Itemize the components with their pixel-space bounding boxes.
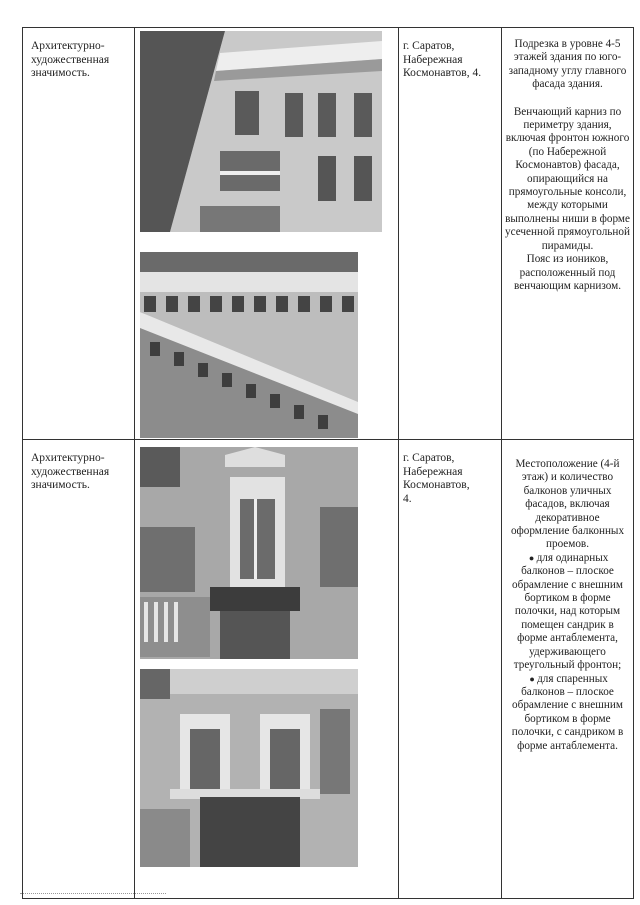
category-cell xyxy=(23,440,135,899)
footer-divider xyxy=(20,893,166,894)
category-cell xyxy=(23,28,135,440)
photo-single-balcony xyxy=(140,447,358,659)
photo-cornice xyxy=(140,252,358,438)
photo-cell xyxy=(135,28,399,440)
description-paragraph: Подрезка в уровне 4-5 этажей здания по юго-западному углу главного фасада здания. xyxy=(508,38,627,91)
address-cell xyxy=(399,440,502,899)
table-row xyxy=(23,28,634,440)
description-paragraph xyxy=(505,673,630,753)
description-block xyxy=(502,28,633,293)
description-cell xyxy=(502,440,634,899)
address-text: г. Саратов, Набережная Космонавтов, 4. xyxy=(403,452,470,505)
address-cell xyxy=(399,28,502,440)
description-cell xyxy=(502,28,634,440)
description-bullet-text: для спаренных балконов – плоское обрамление с внешним бортиком в форме полочки, с сандриком в форме антаблемента. xyxy=(511,672,624,752)
photo-cell xyxy=(135,440,399,899)
description-paragraph: Местоположение (4-й этаж) и количество балконов уличных фасадов, включая декоративное оформление балконных проемов. xyxy=(510,458,625,551)
bullet-icon: ● xyxy=(529,673,535,684)
bullet-icon: ● xyxy=(528,552,535,563)
address-text: г. Саратов, Набережная Космонавтов, 4. xyxy=(403,40,482,80)
category-text: Архитектурно- художественная значимость. xyxy=(31,452,110,492)
photo-paired-balcony xyxy=(140,669,358,867)
description-paragraph: Пояс из иоников, расположенный под венчающим карнизом. xyxy=(513,253,621,292)
monument-table xyxy=(22,27,634,899)
description-paragraph: Венчающий карниз по периметру здания, включая фронтон южного (по Набережной Космонавтов) фасада, опирающийся на прямоугольные консоли, между которыми выполнены ниши в форме усеченной прямоугольной пирамиды. xyxy=(505,105,630,252)
description-paragraph xyxy=(505,552,630,673)
description-block xyxy=(502,440,633,753)
category-text: Архитектурно- художественная значимость. xyxy=(31,40,110,80)
table-row xyxy=(23,440,634,899)
photo-facade-corner xyxy=(140,31,382,232)
description-bullet-text: для одинарных балконов – плоское обрамление с внешним бортиком в форме полочки, над которым помещен сандрик в форме антаблемента, удерживающего треугольный фронтон; xyxy=(512,551,623,672)
